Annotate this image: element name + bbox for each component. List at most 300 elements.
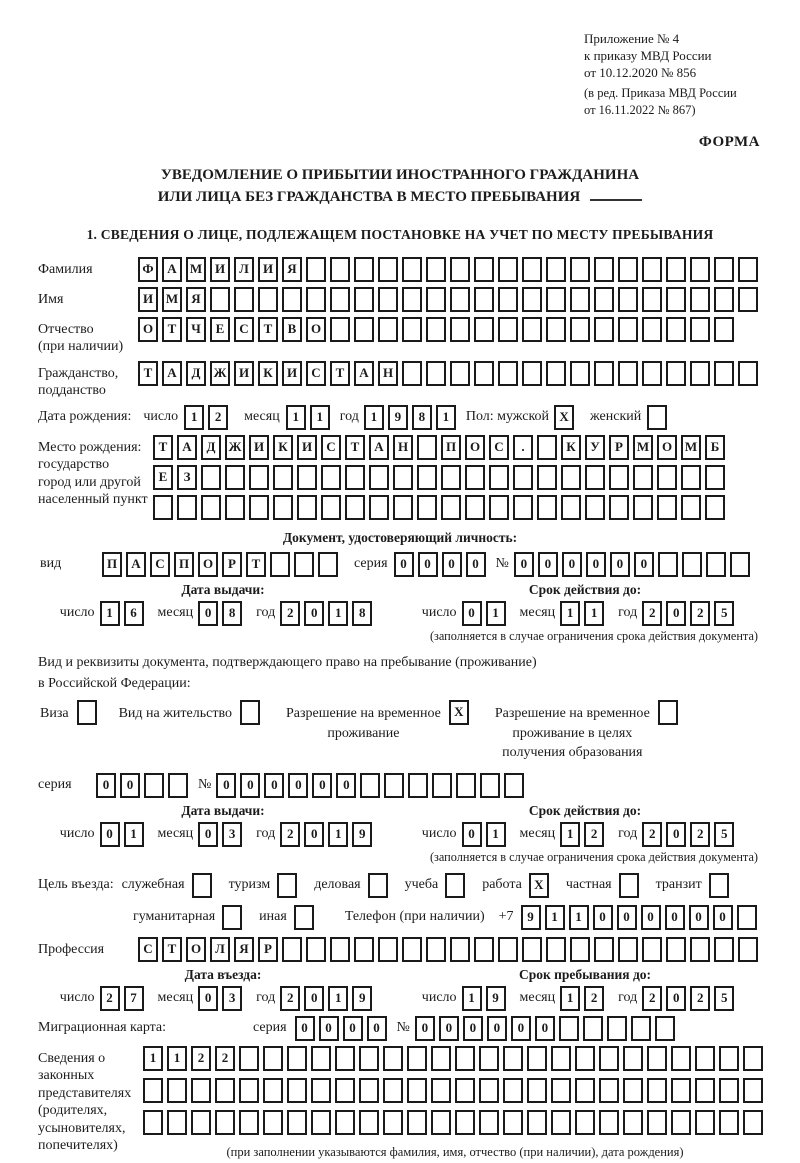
char-cell: Н xyxy=(393,435,413,460)
char-cell xyxy=(607,1016,627,1041)
char-cell: 8 xyxy=(412,405,432,430)
char-cell xyxy=(431,1046,451,1071)
char-cell: И xyxy=(297,435,317,460)
char-cell xyxy=(177,495,197,520)
char-cell xyxy=(498,317,518,342)
char-cell: 0 xyxy=(463,1016,483,1041)
char-cell: 1 xyxy=(364,405,384,430)
char-cell: 0 xyxy=(312,773,332,798)
char-cell xyxy=(546,361,566,386)
representatives-line-2 xyxy=(143,1078,767,1103)
char-cell xyxy=(706,552,726,577)
residence-number-label: № xyxy=(198,776,212,792)
char-cell xyxy=(311,1046,331,1071)
representatives-line-1 xyxy=(143,1046,767,1071)
char-cell: 9 xyxy=(388,405,408,430)
char-cell: П xyxy=(441,435,461,460)
identity-valid-day xyxy=(462,601,510,626)
identity-date-headings xyxy=(38,582,762,598)
char-cell: 1 xyxy=(328,822,348,847)
char-cell xyxy=(306,937,326,962)
char-cell xyxy=(354,937,374,962)
char-cell xyxy=(585,465,605,490)
char-cell: Р xyxy=(609,435,629,460)
document-reference xyxy=(584,30,764,118)
char-cell xyxy=(393,465,413,490)
char-cell xyxy=(599,1110,619,1135)
char-cell: 2 xyxy=(280,601,300,626)
char-cell: 2 xyxy=(100,986,120,1011)
char-cell xyxy=(575,1046,595,1071)
migration-number-cells xyxy=(415,1016,679,1041)
identity-valid-heading: Срок действия до: xyxy=(528,581,642,597)
temp-residence-label: Разрешение на временное проживание xyxy=(285,705,441,741)
char-cell: А xyxy=(162,361,182,386)
residence-number-cells xyxy=(216,773,528,798)
char-cell xyxy=(666,361,686,386)
char-cell xyxy=(167,1110,187,1135)
char-cell xyxy=(719,1046,739,1071)
page-title xyxy=(38,165,762,209)
char-cell: И xyxy=(210,257,230,282)
char-cell xyxy=(657,465,677,490)
char-cell xyxy=(143,1110,163,1135)
char-cell xyxy=(498,287,518,312)
char-cell xyxy=(225,495,245,520)
char-cell xyxy=(474,361,494,386)
char-cell: С xyxy=(489,435,509,460)
residence-series-cells xyxy=(96,773,192,798)
char-cell xyxy=(690,937,710,962)
char-cell xyxy=(623,1046,643,1071)
char-cell xyxy=(681,465,701,490)
char-cell xyxy=(167,1078,187,1103)
ref-line: к приказу МВД России xyxy=(584,48,712,64)
identity-valid-note: (заполняется в случае ограничения срока действия документа) xyxy=(429,628,758,643)
phone-prefix: +7 xyxy=(498,908,514,924)
char-cell xyxy=(330,287,350,312)
char-cell xyxy=(618,287,638,312)
char-cell xyxy=(546,937,566,962)
birth-day-cells xyxy=(184,405,232,430)
char-cell: Р xyxy=(222,552,242,577)
char-cell xyxy=(407,1110,427,1135)
char-cell: 0 xyxy=(415,1016,435,1041)
char-cell: З xyxy=(177,465,197,490)
char-cell xyxy=(287,1110,307,1135)
char-cell: М xyxy=(681,435,701,460)
form-label: ФОРМА xyxy=(698,134,760,151)
char-cell: 1 xyxy=(486,601,506,626)
char-cell xyxy=(719,1078,739,1103)
char-cell: А xyxy=(126,552,146,577)
char-cell xyxy=(527,1046,547,1071)
char-cell: 0 xyxy=(466,552,486,577)
char-cell: 0 xyxy=(264,773,284,798)
char-cell: 0 xyxy=(96,773,116,798)
char-cell: Я xyxy=(186,287,206,312)
char-cell xyxy=(408,773,428,798)
residence-valid-note: (заполняется в случае ограничения срока действия документа) xyxy=(429,849,758,864)
char-cell: М xyxy=(633,435,653,460)
migration-card-label: Миграционная карта: xyxy=(38,1019,167,1035)
char-cell: О xyxy=(138,317,158,342)
purpose-humanitarian: гуманитарная xyxy=(133,905,246,930)
char-cell: М xyxy=(162,287,182,312)
residence-issue-heading: Дата выдачи: xyxy=(181,802,265,818)
char-cell xyxy=(575,1110,595,1135)
char-cell: Д xyxy=(201,435,221,460)
char-cell xyxy=(383,1046,403,1071)
char-cell xyxy=(537,495,557,520)
char-cell xyxy=(559,1016,579,1041)
char-cell xyxy=(546,317,566,342)
stay-day xyxy=(462,986,510,1011)
char-cell xyxy=(263,1046,283,1071)
char-cell xyxy=(474,937,494,962)
purpose-other-checkbox xyxy=(294,905,318,930)
purpose-business: деловая xyxy=(314,873,391,898)
title-line-2: ИЛИ ЛИЦА БЕЗ ГРАЖДАНСТВА В МЕСТО ПРЕБЫВАНИЯ xyxy=(38,187,762,209)
char-cell xyxy=(450,257,470,282)
char-cell: Н xyxy=(378,361,398,386)
sex-male-label: Пол: мужской xyxy=(465,408,550,424)
purpose-business-official: служебная xyxy=(122,873,216,898)
char-cell xyxy=(537,465,557,490)
char-cell xyxy=(513,495,533,520)
visa-label: Виза xyxy=(40,705,69,721)
identity-doc-heading: Документ, удостоверяющий личность: xyxy=(282,529,518,545)
entry-day xyxy=(100,986,148,1011)
char-cell: 0 xyxy=(462,601,482,626)
char-cell: П xyxy=(102,552,122,577)
char-cell: 7 xyxy=(124,986,144,1011)
char-cell: 1 xyxy=(124,822,144,847)
title-blank-underline xyxy=(590,187,642,201)
char-cell: 0 xyxy=(665,905,685,930)
identity-issue-heading: Дата выдачи: xyxy=(181,581,265,597)
sex-male-checkbox xyxy=(554,405,578,430)
char-cell xyxy=(681,495,701,520)
char-cell: О xyxy=(306,317,326,342)
entry-year xyxy=(280,986,376,1011)
char-cell: А xyxy=(354,361,374,386)
birth-place-row xyxy=(38,435,762,525)
char-cell: И xyxy=(249,435,269,460)
char-cell xyxy=(546,287,566,312)
char-cell: 0 xyxy=(343,1016,363,1041)
profession-row xyxy=(38,937,762,962)
birth-place-cells xyxy=(153,435,729,525)
char-cell xyxy=(527,1110,547,1135)
temp-residence-edu-option xyxy=(495,700,682,763)
char-cell xyxy=(426,937,446,962)
char-cell: 0 xyxy=(439,1016,459,1041)
char-cell xyxy=(282,937,302,962)
migration-series-cells xyxy=(295,1016,391,1041)
char-cell: С xyxy=(321,435,341,460)
char-cell: 0 xyxy=(593,905,613,930)
char-cell xyxy=(730,552,750,577)
char-cell: 8 xyxy=(352,601,372,626)
char-cell: 0 xyxy=(319,1016,339,1041)
char-cell xyxy=(345,495,365,520)
char-cell: 0 xyxy=(666,601,686,626)
char-cell xyxy=(671,1046,691,1071)
char-cell xyxy=(690,257,710,282)
entry-date-values xyxy=(38,986,762,1011)
char-cell xyxy=(498,937,518,962)
char-cell: 1 xyxy=(328,601,348,626)
char-cell: 0 xyxy=(216,773,236,798)
purpose-tourism: туризм xyxy=(229,873,302,898)
char-cell: 0 xyxy=(304,822,324,847)
char-cell: С xyxy=(306,361,326,386)
char-cell xyxy=(441,465,461,490)
section1-heading: 1. СВЕДЕНИЯ О ЛИЦЕ, ПОДЛЕЖАЩЕМ ПОСТАНОВКЕ НА УЧЕТ ПО МЕСТУ ПРЕБЫВАНИЯ xyxy=(86,226,714,242)
char-cell xyxy=(633,465,653,490)
char-cell: 1 xyxy=(584,601,604,626)
citizenship-row xyxy=(38,361,762,400)
char-cell xyxy=(192,873,212,898)
purpose-study-checkbox xyxy=(445,873,469,898)
char-cell xyxy=(666,257,686,282)
representatives-row xyxy=(38,1046,762,1160)
purpose-business-checkbox xyxy=(368,873,392,898)
birth-date-row xyxy=(38,405,762,430)
char-cell: О xyxy=(186,937,206,962)
char-cell xyxy=(450,317,470,342)
char-cell xyxy=(450,287,470,312)
residence-doc-intro: Вид и реквизиты документа, подтверждающего право на пребывание (проживание) в Российской Федерации: xyxy=(38,654,537,691)
identity-series-cells xyxy=(394,552,490,577)
char-cell xyxy=(294,552,314,577)
char-cell xyxy=(378,937,398,962)
residence-issue-year xyxy=(280,822,376,847)
char-cell: 1 xyxy=(545,905,565,930)
char-cell: П xyxy=(174,552,194,577)
char-cell xyxy=(330,257,350,282)
char-cell: 0 xyxy=(418,552,438,577)
char-cell: 2 xyxy=(642,822,662,847)
char-cell xyxy=(143,1078,163,1103)
char-cell: 0 xyxy=(198,822,218,847)
char-cell xyxy=(441,495,461,520)
char-cell xyxy=(407,1078,427,1103)
migration-number-label: № xyxy=(396,1019,410,1035)
representatives-note: (при заполнении указываются фамилия, имя, отчество (при наличии), дата рождения) xyxy=(226,1144,684,1159)
char-cell xyxy=(498,257,518,282)
char-cell xyxy=(671,1110,691,1135)
identity-series-label: серия xyxy=(354,555,388,571)
residence-date-headings xyxy=(38,803,762,819)
char-cell: И xyxy=(138,287,158,312)
char-cell: 0 xyxy=(511,1016,531,1041)
char-cell xyxy=(474,257,494,282)
representatives-line-3 xyxy=(143,1110,767,1135)
char-cell: Т xyxy=(345,435,365,460)
profession-cells xyxy=(138,937,762,962)
char-cell: 0 xyxy=(304,601,324,626)
char-cell xyxy=(527,1078,547,1103)
char-cell xyxy=(583,1016,603,1041)
char-cell: 1 xyxy=(560,822,580,847)
char-cell: 9 xyxy=(486,986,506,1011)
birth-month-label: месяц xyxy=(244,408,280,424)
char-cell: Е xyxy=(153,465,173,490)
purpose-official-checkbox xyxy=(192,873,216,898)
identity-issue-date: число 1 6 месяц 0 8 год 2 0 1 8 xyxy=(60,601,386,626)
char-cell: О xyxy=(465,435,485,460)
residence-doc-number-row xyxy=(38,773,762,798)
char-cell xyxy=(738,937,758,962)
char-cell xyxy=(378,317,398,342)
char-cell xyxy=(719,1110,739,1135)
char-cell xyxy=(618,317,638,342)
char-cell: Я xyxy=(234,937,254,962)
char-cell xyxy=(239,1078,259,1103)
residence-valid-heading: Срок действия до: xyxy=(528,802,642,818)
char-cell xyxy=(714,317,734,342)
char-cell: 2 xyxy=(280,986,300,1011)
identity-date-values xyxy=(38,601,762,626)
char-cell: В xyxy=(282,317,302,342)
char-cell xyxy=(222,905,242,930)
char-cell xyxy=(666,287,686,312)
char-cell xyxy=(417,435,437,460)
char-cell xyxy=(417,495,437,520)
residence-valid-day xyxy=(462,822,510,847)
char-cell xyxy=(383,1078,403,1103)
char-cell xyxy=(455,1078,475,1103)
char-cell xyxy=(585,495,605,520)
char-cell: Л xyxy=(234,257,254,282)
char-cell: 0 xyxy=(336,773,356,798)
char-cell xyxy=(450,937,470,962)
char-cell: 2 xyxy=(642,601,662,626)
char-cell xyxy=(321,495,341,520)
char-cell: 0 xyxy=(367,1016,387,1041)
char-cell xyxy=(594,317,614,342)
char-cell xyxy=(705,495,725,520)
char-cell xyxy=(623,1110,643,1135)
char-cell xyxy=(273,465,293,490)
char-cell xyxy=(455,1110,475,1135)
purpose-other: иная xyxy=(259,905,318,930)
char-cell xyxy=(249,465,269,490)
char-cell xyxy=(393,495,413,520)
char-cell xyxy=(503,1110,523,1135)
char-cell xyxy=(522,937,542,962)
char-cell xyxy=(318,552,338,577)
char-cell: О xyxy=(657,435,677,460)
char-cell: 1 xyxy=(100,601,120,626)
surname-row xyxy=(38,257,762,282)
identity-kind-label: вид xyxy=(40,555,62,571)
char-cell xyxy=(249,495,269,520)
char-cell xyxy=(402,317,422,342)
entry-date-headings xyxy=(38,967,762,983)
char-cell xyxy=(489,495,509,520)
char-cell xyxy=(321,465,341,490)
char-cell: Т xyxy=(162,317,182,342)
residence-issue-day xyxy=(100,822,148,847)
char-cell: К xyxy=(258,361,278,386)
birth-place-label: Место рождения: государство город или другой населенный пункт xyxy=(38,439,148,508)
char-cell: 2 xyxy=(208,405,228,430)
char-cell: Ф xyxy=(138,257,158,282)
char-cell: 0 xyxy=(666,822,686,847)
char-cell xyxy=(642,287,662,312)
residence-doc-options xyxy=(40,700,762,763)
char-cell: 0 xyxy=(617,905,637,930)
purpose-private: частная xyxy=(566,873,643,898)
char-cell xyxy=(359,1046,379,1071)
ref-amendment-line: (в ред. Приказа МВД России xyxy=(584,86,737,101)
char-cell xyxy=(618,361,638,386)
char-cell: X xyxy=(449,700,469,725)
char-cell xyxy=(144,773,164,798)
char-cell xyxy=(402,287,422,312)
char-cell xyxy=(431,1110,451,1135)
migration-series-label: серия xyxy=(253,1019,287,1035)
char-cell xyxy=(311,1078,331,1103)
birth-month-cells xyxy=(286,405,334,430)
char-cell: И xyxy=(258,257,278,282)
birth-date-label: Дата рождения: xyxy=(38,408,132,424)
char-cell xyxy=(714,257,734,282)
char-cell: С xyxy=(150,552,170,577)
char-cell: 2 xyxy=(280,822,300,847)
char-cell xyxy=(489,465,509,490)
char-cell: 2 xyxy=(690,601,710,626)
purpose-humanitarian-checkbox xyxy=(222,905,246,930)
birth-place-line-3 xyxy=(153,495,729,520)
purpose-private-checkbox xyxy=(619,873,643,898)
char-cell: Т xyxy=(162,937,182,962)
char-cell: 0 xyxy=(713,905,733,930)
title-line-1: УВЕДОМЛЕНИЕ О ПРИБЫТИИ ИНОСТРАННОГО ГРАЖДАНИНА xyxy=(160,167,640,184)
char-cell xyxy=(551,1046,571,1071)
char-cell xyxy=(551,1078,571,1103)
char-cell xyxy=(277,873,297,898)
char-cell xyxy=(263,1110,283,1135)
char-cell xyxy=(504,773,524,798)
char-cell: И xyxy=(282,361,302,386)
char-cell: Т xyxy=(138,361,158,386)
char-cell: 1 xyxy=(560,601,580,626)
char-cell: 3 xyxy=(222,986,242,1011)
identity-issue-month xyxy=(198,601,246,626)
stay-month xyxy=(560,986,608,1011)
birth-day-label: число xyxy=(143,408,179,424)
ref-line: от 10.12.2020 № 856 xyxy=(584,65,697,81)
char-cell: С xyxy=(138,937,158,962)
char-cell xyxy=(359,1078,379,1103)
char-cell: 9 xyxy=(352,986,372,1011)
char-cell xyxy=(270,552,290,577)
char-cell xyxy=(311,1110,331,1135)
char-cell: Е xyxy=(210,317,230,342)
char-cell: 9 xyxy=(352,822,372,847)
char-cell xyxy=(306,257,326,282)
char-cell xyxy=(369,465,389,490)
residence-valid-year xyxy=(642,822,738,847)
visa-checkbox xyxy=(77,700,101,725)
char-cell: М xyxy=(186,257,206,282)
char-cell: К xyxy=(273,435,293,460)
char-cell xyxy=(465,495,485,520)
